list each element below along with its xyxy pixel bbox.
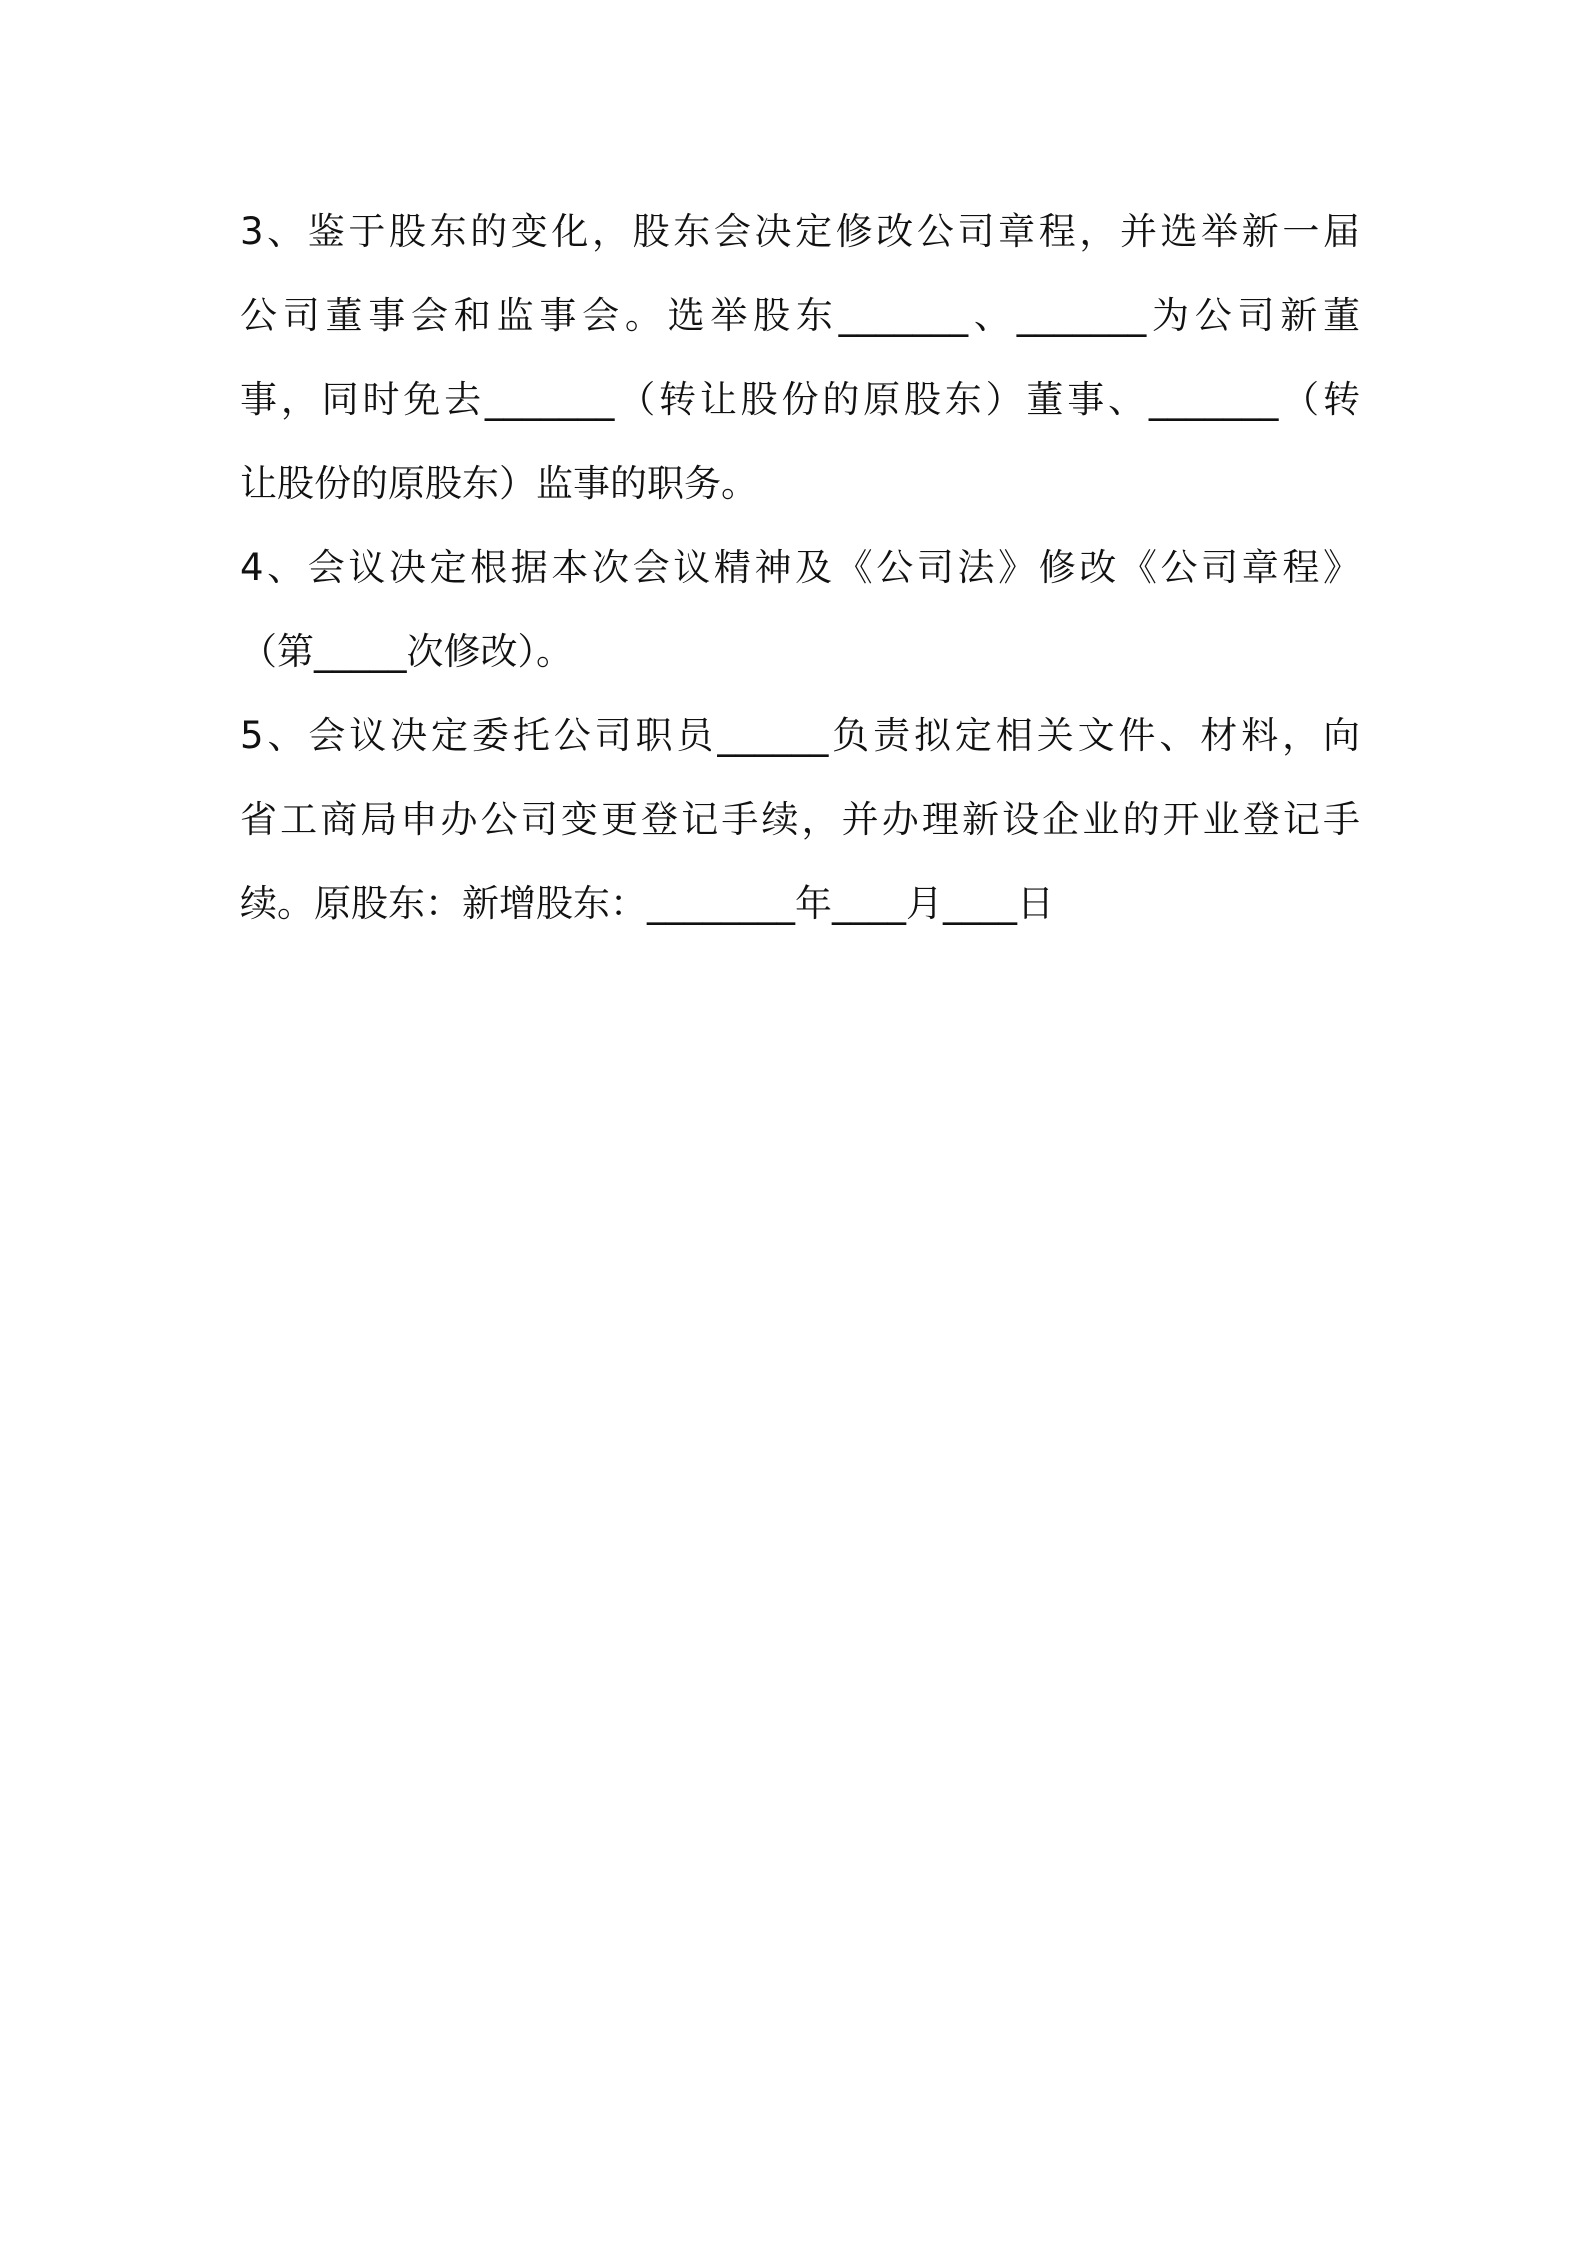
paragraph-item-4 (240, 526, 1360, 694)
text-line: 4、会议决定根据本次会议精神及《公司法》修改《公司章程》 (240, 546, 1360, 589)
text-line: 5、会议决定委托公司职员______负责拟定相关文件、材料，向 (240, 714, 1360, 757)
text-line: 续。原股东：新增股东：________年____月____日 (240, 882, 1054, 925)
text-line: 事，同时免去_______（转让股份的原股东）董事、_______（转 (240, 378, 1360, 421)
document-body (240, 190, 1360, 946)
text-line: （第_____次修改）。 (240, 630, 573, 673)
text-line: 3、鉴于股东的变化，股东会决定修改公司章程，并选举新一届 (240, 210, 1360, 253)
text-line: 让股份的原股东）监事的职务。 (240, 462, 758, 505)
paragraph-item-5 (240, 694, 1360, 946)
text-line: 省工商局申办公司变更登记手续，并办理新设企业的开业登记手 (240, 798, 1360, 841)
text-line: 公司董事会和监事会。选举股东_______、_______为公司新董 (240, 294, 1360, 337)
paragraph-item-3 (240, 190, 1360, 526)
